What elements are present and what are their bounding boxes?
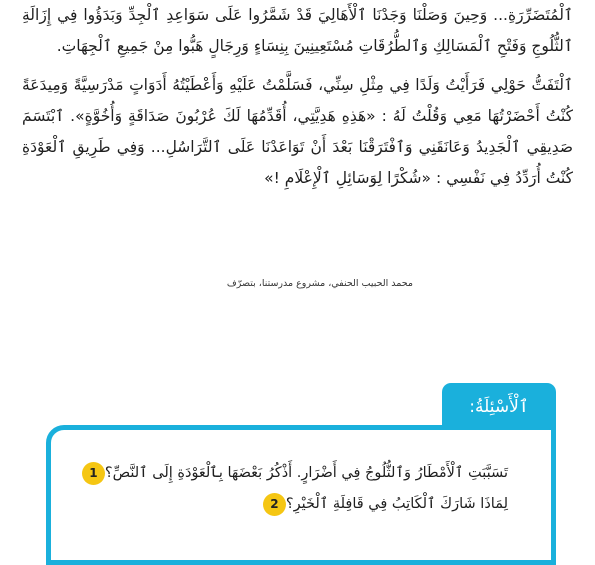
- question-text: لِمَاذَا شَارَكَ ٱلْكَاتِبُ فِي قَافِلَةِ ٱلْخَيْرِ؟: [285, 496, 508, 512]
- question-text: تَسَبَّبَتِ ٱلْأَمْطَارُ وَٱلثُّلُوجُ فِي أَضْرَارٍ. أَذْكُرُ بَعْضَهَا بِٱلْعَوْدَةِ إِلَى ٱلنَّصِّ؟: [104, 465, 508, 481]
- question-item: [255, 491, 508, 517]
- story-paragraph: ٱلْمُتَضَرِّرَةِ... وَحِينَ وَصَلْنَا وَجَدْنَا ٱلْأَهَالِيَ قَدْ شَمَّرُوا عَلَى سَوَاعِدِ ٱلْجِدِّ وَبَدَؤُوا فِي إِزَالَةِ ٱلثُّلُوجِ وَفَتْحِ ٱلْمَسَالِكِ وَٱلطُّرُقَاتِ مُسْتَعِينِينَ بِنِسَاءٍ وَرِجَالٍ هَبُّوا مِنْ جَمِيعِ ٱلْجِهَاتِ.: [22, 6, 573, 55]
- questions-box: [46, 425, 556, 565]
- story-text: [22, 0, 573, 194]
- questions-title: ٱلْأَسْئِلَةُ:: [469, 396, 529, 417]
- questions-title-tab: [442, 383, 556, 429]
- question-item: [74, 460, 508, 486]
- story-paragraph: ٱلْتَفَتُّ حَوْلِي فَرَأَيْتُ وَلَدًا فِي مِثْلِ سِنِّي، فَسَلَّمْتُ عَلَيْهِ وَأَعْطَيْتُهُ أَدَوَاتٍ مَدْرَسِيَّةً وَمِيدَعَةً كُنْتُ أَحْضَرْتُهَا مَعِي وَقُلْتُ لَهُ : «هَذِهِ هَدِيَّتِي، أُقَدِّمُهَا لَكَ عُرْبُونَ صَدَاقَةٍ وَأُخُوَّةٍ». ٱبْتَسَمَ صَدِيقِي ٱلْجَدِيدُ وَعَانَقَنِي وَٱفْتَرَقْنَا بَعْدَ أَنْ تَوَاعَدْنَا عَلَى ٱلتَّرَاسُلِ... وَفِي طَرِيقِ ٱلْعَوْدَةِ كُنْتُ أُرَدِّدُ فِي نَفْسِي : «شُكْرًا لِوَسَائِلِ ٱلْإِعْلَامِ !»: [22, 76, 573, 187]
- question-number-badge: 1: [82, 462, 105, 485]
- question-number-badge: 2: [263, 493, 286, 516]
- source-attribution: محمد الحبيب الحنفي، مشروع مدرستنا، بتصرّف: [226, 278, 413, 289]
